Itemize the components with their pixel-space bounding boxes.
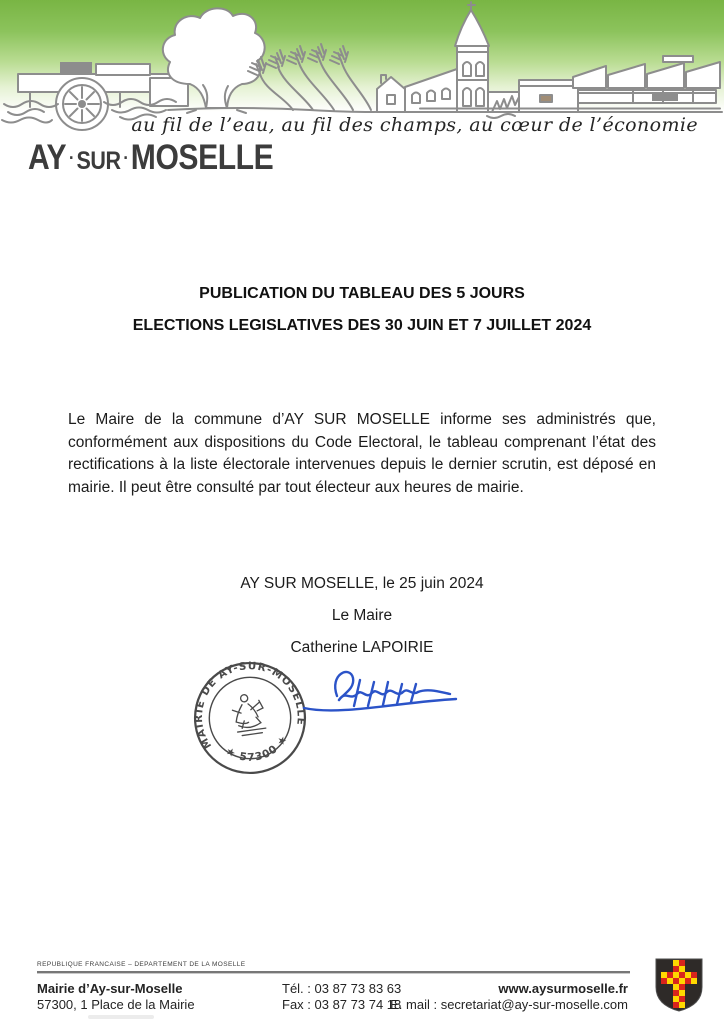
- footer-org-block: [37, 981, 195, 1013]
- doc-title-line2: ELECTIONS LEGISLATIVES DES 30 JUIN ET 7 JUILLET 2024: [132, 317, 592, 334]
- footer-org-name: Mairie d’Ay-sur-Moselle: [37, 981, 183, 996]
- stamp-postal-code: ★ 57300 ★: [223, 732, 291, 764]
- warehouse-icon: [519, 80, 578, 112]
- footer-address: 57300, 1 Place de la Mairie: [37, 997, 195, 1012]
- signatory-role: Le Maire: [331, 607, 393, 624]
- scan-artifact: [88, 1015, 154, 1019]
- stamp-emblem-icon: [231, 692, 267, 736]
- body-paragraph: Le Maire de la commune d’AY SUR MOSELLE informe ses administrés que, conformément aux dispositions du Code Electoral, le tableau comprenant l’état des rectifications à la liste électorale intervenues depuis le dernier scrutin, est déposé en mairie. Il peut être consulté par tout électeur aux heures de mairie.: [68, 411, 656, 496]
- town-logo: [28, 138, 273, 178]
- header-tagline: au fil de l’eau, au fil des champs, au cœur de l’économie: [131, 114, 698, 136]
- official-stamp: [191, 659, 309, 777]
- footer-web-block: [390, 981, 628, 1013]
- doc-title-line1: PUBLICATION DU TABLEAU DES 5 JOURS: [199, 285, 525, 302]
- footer-email: E. mail : secretariat@ay-sur-moselle.com: [390, 997, 628, 1012]
- footer-fax: Fax : 03 87 73 74 18: [282, 997, 402, 1012]
- dateline: AY SUR MOSELLE, le 25 juin 2024: [240, 575, 484, 592]
- logo-separator-icon: ▪: [69, 152, 74, 164]
- coat-of-arms: [654, 957, 704, 1013]
- logo-separator-icon: ▪: [123, 152, 128, 164]
- logo-word-sur: SUR: [76, 147, 121, 175]
- footer-phone: Tél. : 03 87 73 83 63: [282, 981, 402, 996]
- logo-word-ay: AY: [28, 138, 67, 177]
- mayor-signature: [300, 664, 462, 716]
- house-icon: [377, 75, 405, 112]
- stamp-arc-text: MAIRIE DE AY-SUR-MOSELLE: [192, 660, 307, 751]
- church-icon: [405, 2, 489, 112]
- signatory-name: Catherine LAPOIRIE: [290, 639, 434, 656]
- footer-divider: [37, 971, 630, 974]
- footer-republic-line: REPUBLIQUE FRANCAISE – DEPARTEMENT DE LA MOSELLE: [37, 961, 246, 968]
- logo-word-moselle: MOSELLE: [130, 138, 274, 177]
- footer-contact-block: [282, 981, 401, 1013]
- wheat-icon: [248, 44, 371, 110]
- footer-website: www.aysurmoselle.fr: [498, 981, 628, 996]
